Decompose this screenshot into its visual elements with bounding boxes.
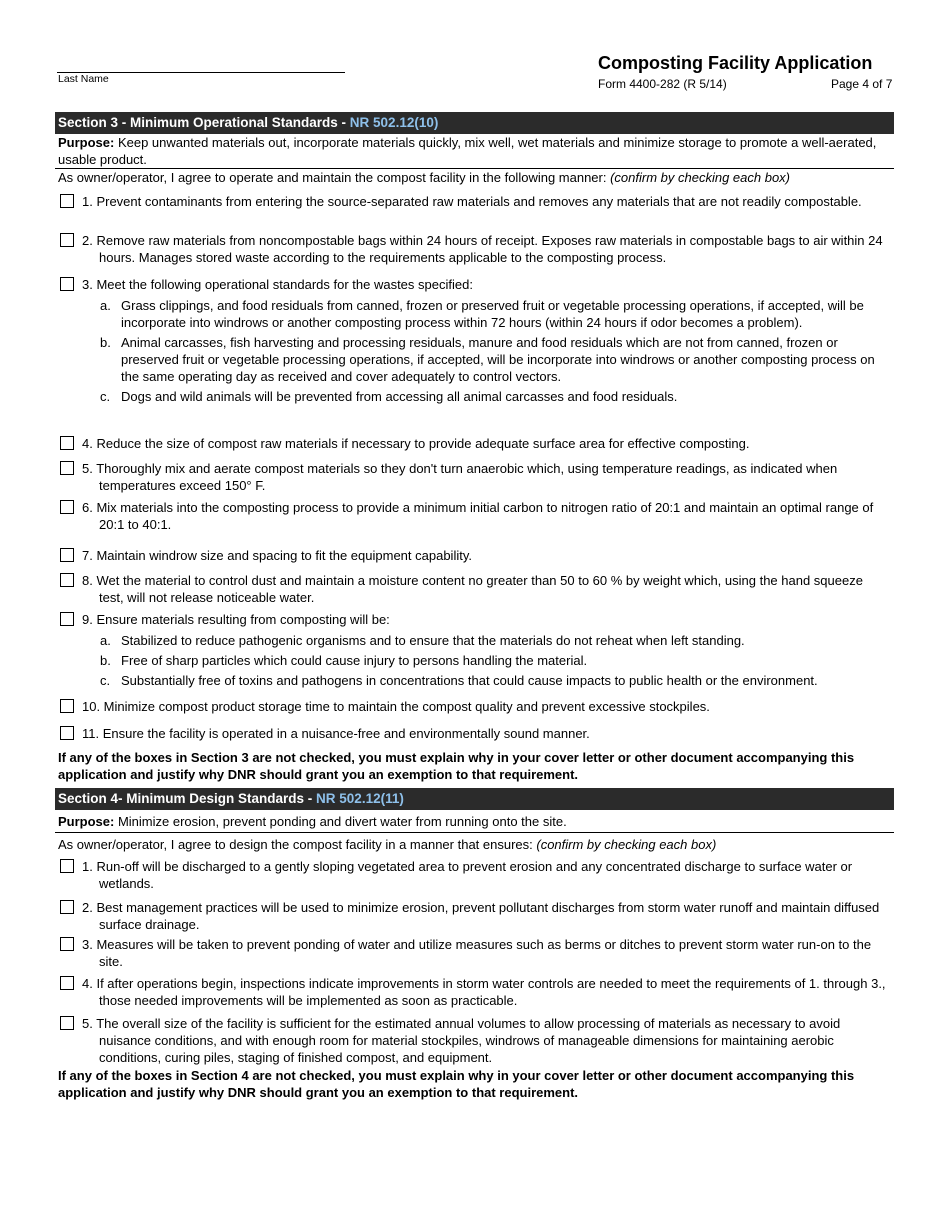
sub-letter: b. — [100, 653, 111, 668]
s3-item-2 — [60, 232, 890, 266]
s3-item-9-checkbox[interactable] — [60, 612, 74, 626]
s3-item-4-checkbox[interactable] — [60, 436, 74, 450]
s4-item-1 — [60, 858, 890, 892]
s3-item-8-text: 8. Wet the material to control dust and maintain a moisture content no greater than 50 to 60 % by weight which, using the hand squeeze test, will not release noticeable water. — [82, 573, 863, 605]
purpose-label: Purpose: — [58, 814, 115, 829]
s4-item-3-text: 3. Measures will be taken to prevent ponding of water and utilize measures such as berms or ditches to prevent storm water run-on to the site. — [82, 937, 872, 969]
section-3-footer-note: If any of the boxes in Section 3 are not checked, you must explain why in your cover letter or other document accompanying this application and justify why DNR should grant you an exemption to that requirement. — [58, 750, 855, 782]
section-4-header — [55, 788, 894, 810]
s3-item-5-text: 5. Thoroughly mix and aerate compost materials so they don't turn anaerobic which, using temperature readings, as indicated when temperatures exceed 150° F. — [82, 461, 838, 493]
s3-item-6-checkbox[interactable] — [60, 500, 74, 514]
sub-text: Free of sharp particles which could cause injury to persons handling the material. — [121, 653, 588, 668]
s3-item-1-text: 1. Prevent contaminants from entering the source-separated raw materials and removes any materials that are not readily compostable. — [82, 194, 862, 209]
s3-item-3-sub-c — [100, 388, 890, 405]
s3-item-3-text: 3. Meet the following operational standards for the wastes specified: — [82, 277, 473, 292]
s3-item-9 — [60, 611, 890, 689]
s3-item-5 — [60, 460, 890, 494]
s3-item-3 — [60, 276, 890, 405]
s3-item-1 — [60, 193, 890, 210]
sub-letter: a. — [100, 633, 111, 648]
form-number: Form 4400-282 (R 5/14) — [598, 77, 727, 91]
section-3-ref[interactable]: NR 502.12(10) — [349, 115, 439, 130]
s3-item-3-sub-b — [100, 334, 890, 385]
section-4-footer-note: If any of the boxes in Section 4 are not checked, you must explain why in your cover letter or other document accompanying this application and justify why DNR should grant you an exemption to that requirement. — [58, 1068, 855, 1100]
sub-text: Stabilized to reduce pathogenic organisms and to ensure that the materials do not reheat when left standing. — [121, 633, 745, 648]
form-title: Composting Facility Application — [598, 53, 873, 73]
s3-item-8 — [60, 572, 890, 606]
s4-item-5-checkbox[interactable] — [60, 1016, 74, 1030]
s4-item-5 — [60, 1015, 890, 1066]
section-3-purpose — [58, 134, 892, 168]
sub-letter: c. — [100, 389, 111, 404]
agreement-note: (confirm by checking each box) — [536, 837, 717, 852]
s4-item-3-checkbox[interactable] — [60, 937, 74, 951]
s3-item-3-sub-a — [100, 297, 890, 331]
s4-item-1-checkbox[interactable] — [60, 859, 74, 873]
section-3-header — [55, 112, 894, 134]
s3-item-2-checkbox[interactable] — [60, 233, 74, 247]
sub-text: Dogs and wild animals will be prevented from accessing all animal carcasses and food residuals. — [121, 389, 678, 404]
s3-item-10-text: 10. Minimize compost product storage time to maintain the compost quality and prevent excessive stockpiles. — [82, 699, 710, 714]
s3-item-11 — [60, 725, 890, 742]
s3-item-11-text: 11. Ensure the facility is operated in a nuisance-free and environmentally sound manner. — [82, 726, 590, 741]
sub-letter: a. — [100, 298, 111, 313]
section-4-title: Section 4- Minimum Design Standards - — [58, 791, 317, 806]
s3-item-7-checkbox[interactable] — [60, 548, 74, 562]
s3-item-9-text: 9. Ensure materials resulting from composting will be: — [82, 612, 390, 627]
agreement-note: (confirm by checking each box) — [610, 170, 791, 185]
section-3-agreement — [58, 169, 892, 186]
s4-item-2 — [60, 899, 890, 933]
s3-item-9-sub-c — [100, 672, 890, 689]
s3-item-1-checkbox[interactable] — [60, 194, 74, 208]
s3-item-9-sub-a — [100, 632, 890, 649]
sub-text: Animal carcasses, fish harvesting and processing residuals, manure and food residuals which are not from canned, frozen or preserved fruit or vegetable processing operations, if accepted, will be incorporate into windrows or another composting process on the same operating day as received and cover adequately to control vectors. — [121, 335, 875, 384]
s3-item-10-checkbox[interactable] — [60, 699, 74, 713]
purpose-text: Keep unwanted materials out, incorporate materials quickly, mix well, wet materials and minimize storage to promote a well-aerated, usable product. — [58, 135, 877, 167]
s3-item-10 — [60, 698, 890, 715]
page-number: Page 4 of 7 — [831, 77, 893, 91]
divider — [55, 832, 894, 833]
last-name-label: Last Name — [58, 73, 109, 85]
s4-item-4 — [60, 975, 890, 1009]
purpose-text: Minimize erosion, prevent ponding and divert water from running onto the site. — [114, 814, 567, 829]
s4-item-5-text: 5. The overall size of the facility is sufficient for the estimated annual volumes to allow processing of materials as necessary to avoid nuisance conditions, and with enough room for material stockpiles, windrows of manageable dimensions for maintaining aerobic conditions, curing piles, staging of finished compost, and equipment. — [82, 1016, 841, 1065]
section-3-title: Section 3 - Minimum Operational Standards - — [58, 115, 350, 130]
sub-text: Grass clippings, and food residuals from canned, frozen or preserved fruit or vegetable processing operations, if accepted, will be incorporate into windrows or another composting process within 72 hours (within 24 hours if odor becomes a problem). — [121, 298, 864, 330]
s3-item-7 — [60, 547, 890, 564]
s3-item-3-checkbox[interactable] — [60, 277, 74, 291]
s4-item-2-text: 2. Best management practices will be used to minimize erosion, prevent pollutant discharges from storm water runoff and maintain diffused surface drainage. — [82, 900, 880, 932]
s3-item-9-sub-b — [100, 652, 890, 669]
purpose-label: Purpose: — [58, 135, 115, 150]
s4-item-3 — [60, 936, 890, 970]
section-4-agreement — [58, 836, 892, 853]
agreement-text: As owner/operator, I agree to design the compost facility in a manner that ensures: — [58, 837, 537, 852]
sub-text: Substantially free of toxins and pathogens in concentrations that could cause impacts to public health or the environment. — [121, 673, 818, 688]
sub-letter: b. — [100, 335, 111, 350]
s3-item-6-text: 6. Mix materials into the composting process to provide a minimum initial carbon to nitrogen ratio of 20:1 and maintain an optimal range of 20:1 to 40:1. — [82, 500, 874, 532]
s4-item-4-checkbox[interactable] — [60, 976, 74, 990]
s3-item-4 — [60, 435, 890, 452]
s3-item-11-checkbox[interactable] — [60, 726, 74, 740]
s3-item-5-checkbox[interactable] — [60, 461, 74, 475]
s3-item-7-text: 7. Maintain windrow size and spacing to fit the equipment capability. — [82, 548, 472, 563]
s3-item-4-text: 4. Reduce the size of compost raw materials if necessary to provide adequate surface area for effective composting. — [82, 436, 750, 451]
s3-item-8-checkbox[interactable] — [60, 573, 74, 587]
s4-item-4-text: 4. If after operations begin, inspections indicate improvements in storm water controls are needed to meet the requirements of 1. through 3., those needed improvements will be implemented as soon as practicable. — [82, 976, 886, 1008]
section-4-purpose — [58, 813, 892, 830]
s4-item-2-checkbox[interactable] — [60, 900, 74, 914]
sub-letter: c. — [100, 673, 111, 688]
s3-item-6 — [60, 499, 890, 533]
s4-item-1-text: 1. Run-off will be discharged to a gently sloping vegetated area to prevent erosion and any concentrated discharge to surface water or wetlands. — [82, 859, 853, 891]
section-4-ref[interactable]: NR 502.12(11) — [316, 791, 404, 806]
agreement-text: As owner/operator, I agree to operate and maintain the compost facility in the following manner: — [58, 170, 611, 185]
s3-item-2-text: 2. Remove raw materials from noncompostable bags within 24 hours of receipt. Exposes raw materials in compostable bags to air within 24 hours. Manages stored waste according to the requirements applicable to the composting process. — [82, 233, 883, 265]
